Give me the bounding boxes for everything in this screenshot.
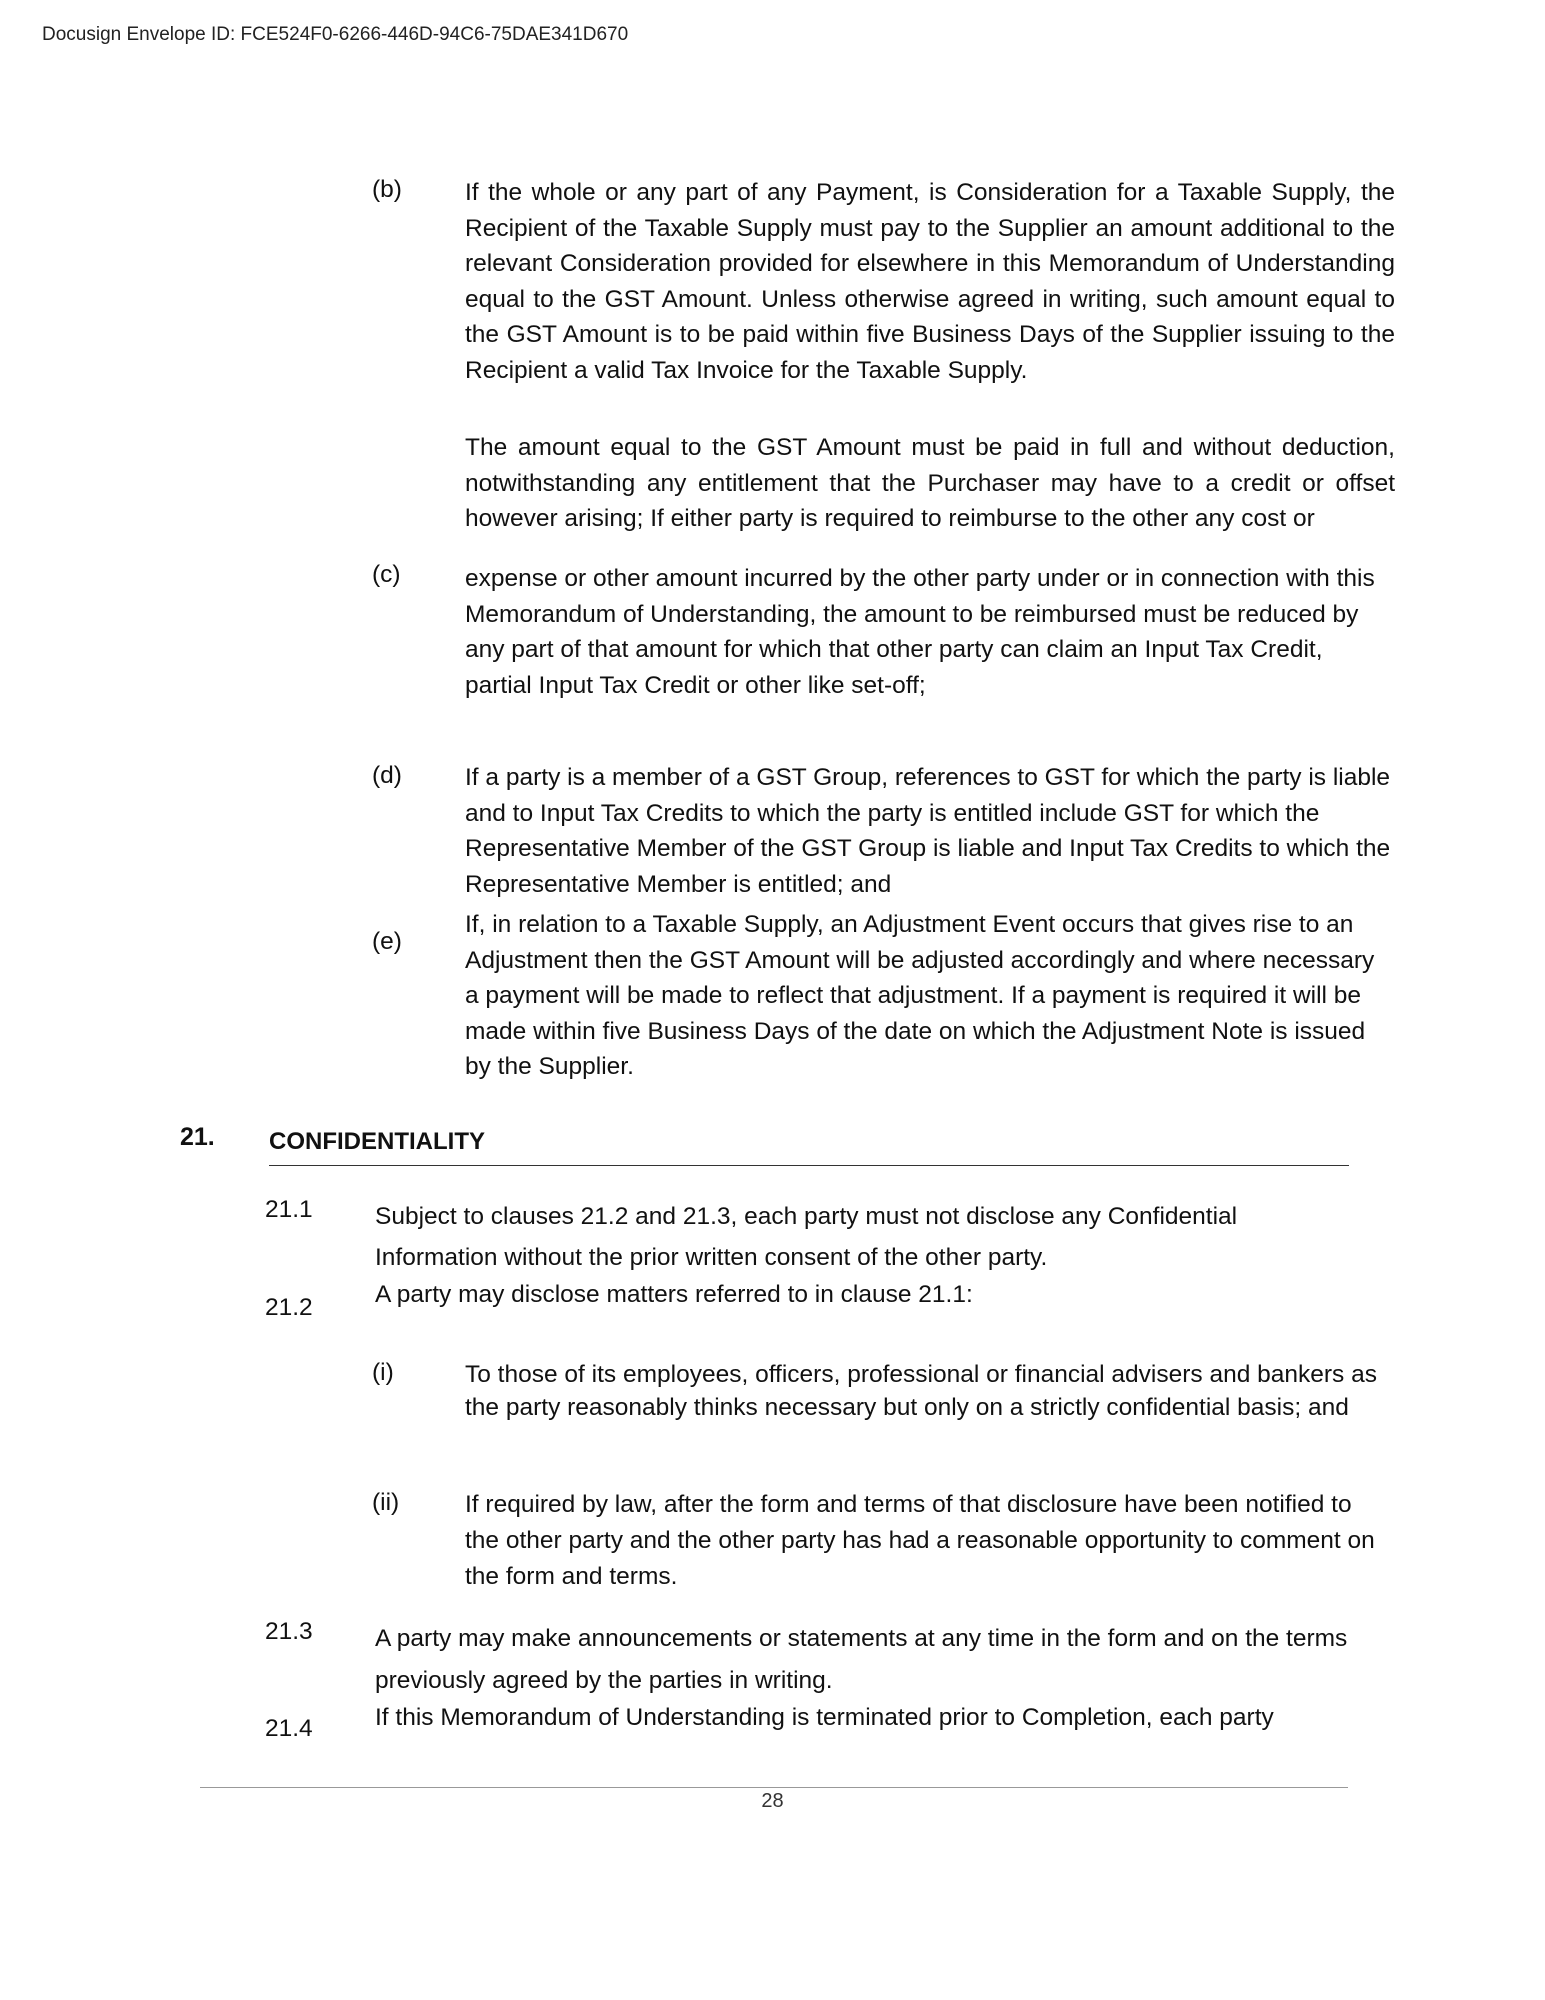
- subclause-21-2-text: A party may disclose matters referred to in clause 21.1:: [375, 1281, 973, 1308]
- clause-e-label: (e): [372, 928, 402, 955]
- clause-c-text: expense or other amount incurred by the other party under or in connection with this Memorandum of Understanding, the amount to be reimbursed must be reduced by any part of that amount for which that other party can claim an Input Tax Credit, partial Input Tax Credit or other like set-off;: [465, 565, 1375, 699]
- subclause-i-text: To those of its employees, officers, professional or financial advisers and bankers as the party reasonably thinks necessary but only on a strictly confidential basis; and: [465, 1361, 1377, 1421]
- clause-b-label: (b): [372, 176, 402, 203]
- subclause-i-label: (i): [372, 1359, 394, 1386]
- section-title: CONFIDENTIALITY: [269, 1128, 485, 1155]
- clause-b-text: If the whole or any part of any Payment, is Consideration for a Taxable Supply, the Recipient of the Taxable Supply must pay to the Supplier an amount additional to the relevant Consideration provided for elsewhere in this Memorandum of Understanding equal to the GST Amount. Unless otherwise agreed in writing, such amount equal to the GST Amount is to be paid within five Business Days of the Supplier issuing to the Recipient a valid Tax Invoice for the Taxable Supply.: [465, 179, 1395, 384]
- subclause-21-1-text: Subject to clauses 21.2 and 21.3, each party must not disclose any Confidential Information without the prior written consent of the other party.: [375, 1203, 1238, 1271]
- envelope-id: Docusign Envelope ID: FCE524F0-6266-446D-94C6-75DAE341D670: [42, 24, 629, 45]
- footer-rule: [200, 1787, 1348, 1788]
- subclause-ii-text: If required by law, after the form and terms of that disclosure have been notified to the other party and the other party has had a reasonable opportunity to comment on the form and terms.: [465, 1491, 1375, 1590]
- clause-c-label: (c): [372, 561, 401, 588]
- subclause-ii-label: (ii): [372, 1489, 400, 1516]
- subclause-21-4-label: 21.4: [265, 1715, 313, 1742]
- subclause-21-2-label: 21.2: [265, 1294, 313, 1321]
- subclause-21-4-text: If this Memorandum of Understanding is terminated prior to Completion, each party: [375, 1704, 1274, 1731]
- subclause-21-1-label: 21.1: [265, 1196, 313, 1223]
- subclause-21-3-text: A party may make announcements or statements at any time in the form and on the terms previously agreed by the parties in writing.: [375, 1625, 1348, 1694]
- page-number: 28: [761, 1790, 784, 1812]
- clause-b-text-continued: The amount equal to the GST Amount must be paid in full and without deduction, notwithstanding any entitlement that the Purchaser may have to a credit or offset however arising; If either party is required to reimburse to the other any cost or: [465, 434, 1395, 532]
- section-rule: [269, 1165, 1349, 1166]
- clause-e-text: If, in relation to a Taxable Supply, an Adjustment Event occurs that gives rise to an Adjustment then the GST Amount will be adjusted accordingly and where necessary a payment will be made to reflect that adjustment. If a payment is required it will be made within five Business Days of the date on which the Adjustment Note is issued by the Supplier.: [465, 911, 1375, 1080]
- clause-d-label: (d): [372, 762, 402, 789]
- clause-d-text: If a party is a member of a GST Group, references to GST for which the party is liable and to Input Tax Credits to which the party is entitled include GST for which the Representative Member of the GST Group is liable and Input Tax Credits to which the Representative Member is entitled; and: [465, 764, 1391, 898]
- subclause-21-3-label: 21.3: [265, 1618, 313, 1645]
- section-number: 21.: [180, 1123, 215, 1151]
